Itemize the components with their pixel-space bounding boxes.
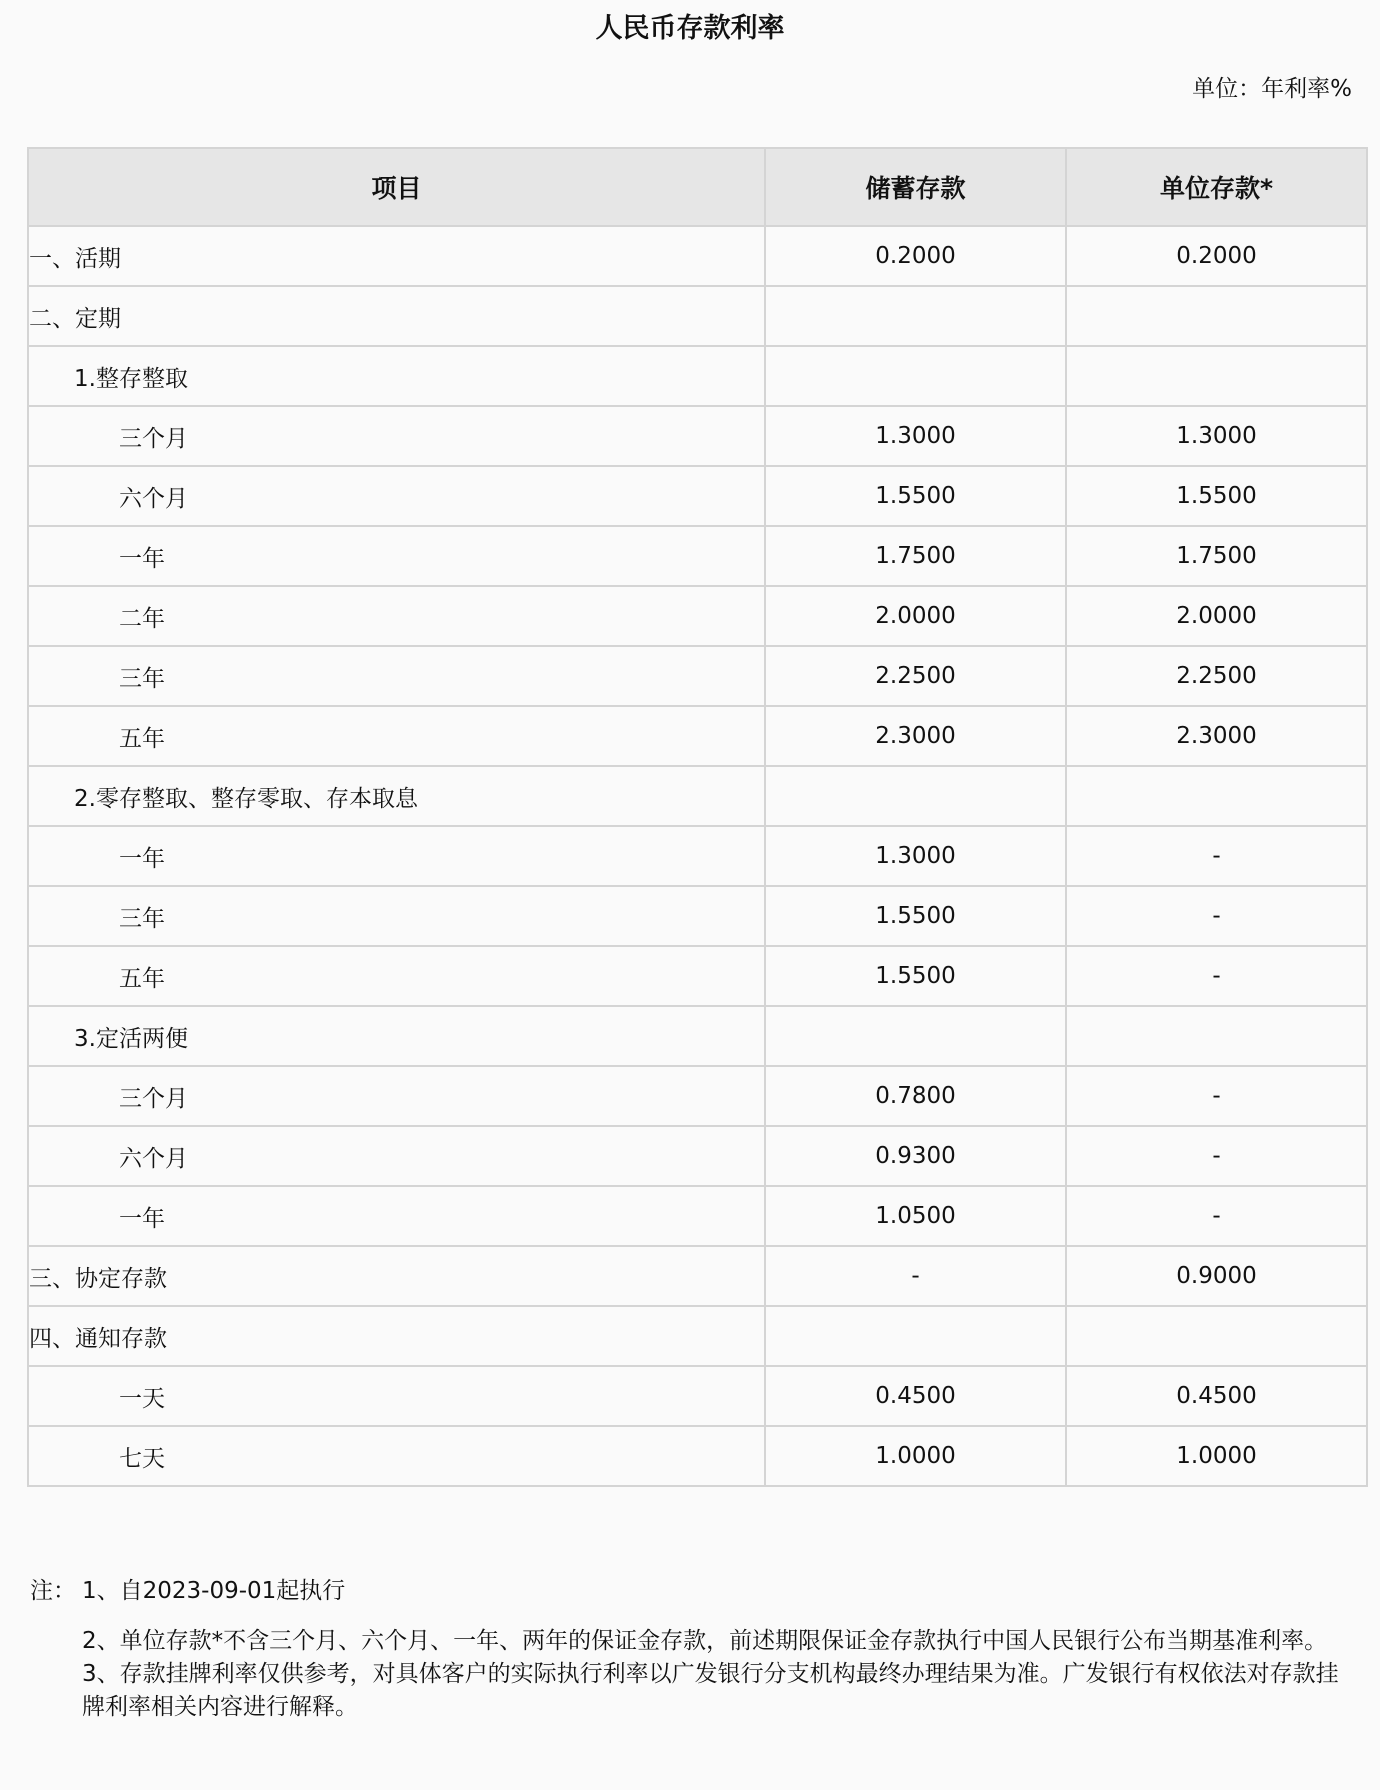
table-row xyxy=(28,1246,1367,1306)
note-3: 3、存款挂牌利率仅供参考，对具体客户的实际执行利率以广发银行分支机构最终办理结果为准。广发银行有权依法对存款挂牌利率相关内容进行解释。 xyxy=(82,1661,1339,1720)
table-row xyxy=(28,1006,1367,1066)
item-cell: 五年 xyxy=(28,946,765,1006)
item-cell: 五年 xyxy=(28,706,765,766)
table-row xyxy=(28,1366,1367,1426)
item-cell: 1.整存整取 xyxy=(28,346,765,406)
item-cell: 一、活期 xyxy=(28,226,765,286)
unit-label: 单位：年利率% xyxy=(1192,76,1352,102)
item-cell: 七天 xyxy=(28,1426,765,1486)
note-1 xyxy=(30,1575,1350,1608)
corporate-rate-cell: - xyxy=(1066,826,1367,886)
table-row xyxy=(28,1306,1367,1366)
savings-rate-cell: 0.4500 xyxy=(765,1366,1066,1426)
corporate-rate-cell xyxy=(1066,1306,1367,1366)
table-row xyxy=(28,586,1367,646)
table-row xyxy=(28,286,1367,346)
item-cell: 二、定期 xyxy=(28,286,765,346)
table-row xyxy=(28,1126,1367,1186)
table-header-row xyxy=(28,148,1367,226)
corporate-rate-cell: - xyxy=(1066,1186,1367,1246)
item-cell: 三个月 xyxy=(28,1066,765,1126)
item-cell: 三年 xyxy=(28,646,765,706)
item-cell: 三、协定存款 xyxy=(28,1246,765,1306)
savings-rate-cell: 1.0000 xyxy=(765,1426,1066,1486)
savings-rate-cell: 2.0000 xyxy=(765,586,1066,646)
corporate-rate-cell: - xyxy=(1066,1126,1367,1186)
item-cell: 3.定活两便 xyxy=(28,1006,765,1066)
corporate-rate-cell: 1.3000 xyxy=(1066,406,1367,466)
corporate-rate-cell: - xyxy=(1066,886,1367,946)
savings-rate-cell: 2.2500 xyxy=(765,646,1066,706)
page-title: 人民币存款利率 xyxy=(595,13,785,44)
item-cell: 一年 xyxy=(28,526,765,586)
corporate-rate-cell xyxy=(1066,286,1367,346)
savings-rate-cell: 1.0500 xyxy=(765,1186,1066,1246)
table-row xyxy=(28,346,1367,406)
table-row xyxy=(28,406,1367,466)
item-cell: 一年 xyxy=(28,1186,765,1246)
header-savings: 储蓄存款 xyxy=(765,148,1066,226)
table-row xyxy=(28,1426,1367,1486)
table-row xyxy=(28,526,1367,586)
table-row xyxy=(28,946,1367,1006)
savings-rate-cell: 0.7800 xyxy=(765,1066,1066,1126)
savings-rate-cell: 2.3000 xyxy=(765,706,1066,766)
item-cell: 六个月 xyxy=(28,466,765,526)
corporate-rate-cell: 0.4500 xyxy=(1066,1366,1367,1426)
savings-rate-cell: 1.5500 xyxy=(765,886,1066,946)
table-row xyxy=(28,706,1367,766)
table-row xyxy=(28,646,1367,706)
table-row xyxy=(28,226,1367,286)
corporate-rate-cell: 2.3000 xyxy=(1066,706,1367,766)
item-cell: 一年 xyxy=(28,826,765,886)
corporate-rate-cell: - xyxy=(1066,1066,1367,1126)
corporate-rate-cell: 2.0000 xyxy=(1066,586,1367,646)
corporate-rate-cell: 2.2500 xyxy=(1066,646,1367,706)
savings-rate-cell: 1.7500 xyxy=(765,526,1066,586)
savings-rate-cell xyxy=(765,286,1066,346)
savings-rate-cell: 1.5500 xyxy=(765,466,1066,526)
table-row xyxy=(28,1066,1367,1126)
savings-rate-cell: 1.5500 xyxy=(765,946,1066,1006)
savings-rate-cell: 0.9300 xyxy=(765,1126,1066,1186)
savings-rate-cell: - xyxy=(765,1246,1066,1306)
item-cell: 一天 xyxy=(28,1366,765,1426)
notes-prefix: 注： xyxy=(30,1578,76,1604)
savings-rate-cell: 0.2000 xyxy=(765,226,1066,286)
corporate-rate-cell xyxy=(1066,766,1367,826)
corporate-rate-cell xyxy=(1066,346,1367,406)
corporate-rate-cell xyxy=(1066,1006,1367,1066)
savings-rate-cell: 1.3000 xyxy=(765,826,1066,886)
corporate-rate-cell: 1.0000 xyxy=(1066,1426,1367,1486)
savings-rate-cell xyxy=(765,766,1066,826)
table-row xyxy=(28,766,1367,826)
savings-rate-cell xyxy=(765,1306,1066,1366)
header-item: 项目 xyxy=(28,148,765,226)
note-2: 2、单位存款*不含三个月、六个月、一年、两年的保证金存款，前述期限保证金存款执行中国人民银行公布当期基准利率。 xyxy=(82,1628,1328,1654)
table-body xyxy=(28,226,1367,1486)
note-text: 1、自2023-09-01起执行 xyxy=(82,1578,346,1604)
item-cell: 三个月 xyxy=(28,406,765,466)
corporate-rate-cell: 1.5500 xyxy=(1066,466,1367,526)
item-cell: 二年 xyxy=(28,586,765,646)
item-cell: 三年 xyxy=(28,886,765,946)
table-row xyxy=(28,466,1367,526)
savings-rate-cell xyxy=(765,1006,1066,1066)
header-corporate: 单位存款* xyxy=(1066,148,1367,226)
savings-rate-cell xyxy=(765,346,1066,406)
item-cell: 四、通知存款 xyxy=(28,1306,765,1366)
corporate-rate-cell: 0.2000 xyxy=(1066,226,1367,286)
table-row xyxy=(28,886,1367,946)
deposit-rate-table xyxy=(27,147,1368,1487)
savings-rate-cell: 1.3000 xyxy=(765,406,1066,466)
item-cell: 2.零存整取、整存零取、存本取息 xyxy=(28,766,765,826)
corporate-rate-cell: 1.7500 xyxy=(1066,526,1367,586)
corporate-rate-cell: - xyxy=(1066,946,1367,1006)
notes-section xyxy=(30,1575,1350,1724)
corporate-rate-cell: 0.9000 xyxy=(1066,1246,1367,1306)
item-cell: 六个月 xyxy=(28,1126,765,1186)
table-row xyxy=(28,1186,1367,1246)
table-row xyxy=(28,826,1367,886)
